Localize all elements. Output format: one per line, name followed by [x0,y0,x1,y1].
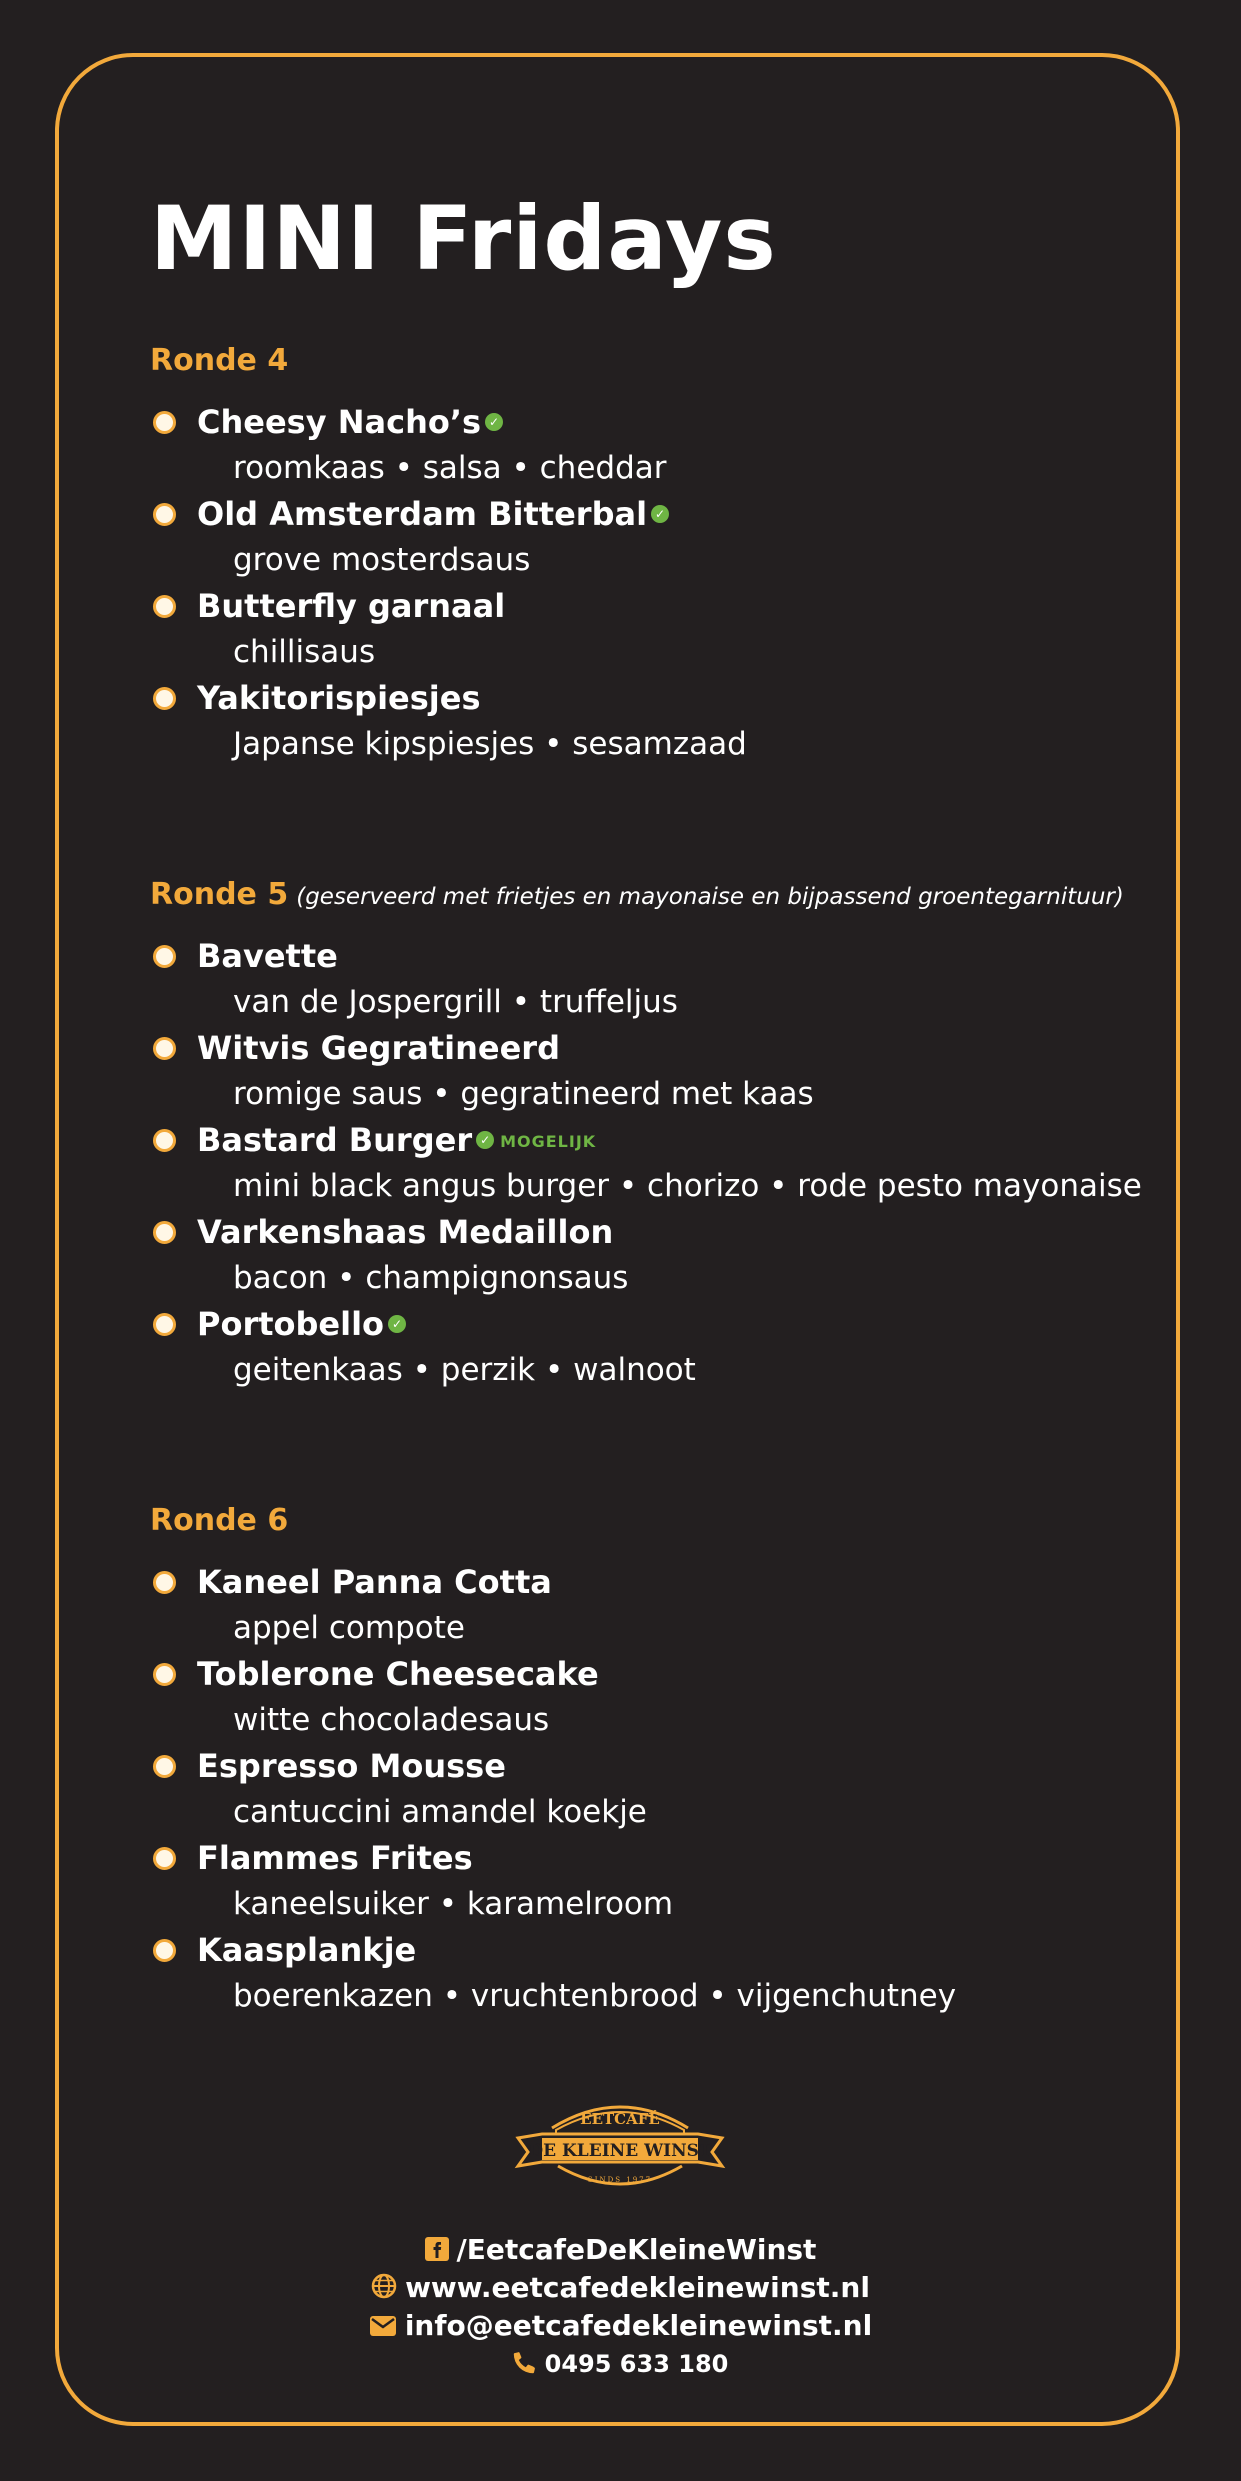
globe-icon [371,2273,397,2306]
round-heading-5 [150,877,1124,912]
dish-name: Portobello ✓ [197,1304,406,1344]
facebook-handle: /EetcafeDeKleineWinst [456,2233,817,2266]
dish-name: Witvis Gegratineerd [197,1029,560,1067]
website-url: www.eetcafedekleinewinst.nl [405,2271,870,2304]
email-address: info@eetcafedekleinewinst.nl [404,2309,873,2342]
circle-bullet-icon [153,687,176,710]
envelope-icon [369,2311,397,2344]
circle-bullet-icon [153,1037,176,1060]
dish-name: Bastard Burger ✓ MOGELIJK [197,1121,597,1159]
circle-bullet-icon [153,1129,176,1152]
round-heading-label: Ronde 6 [150,1503,289,1538]
facebook-link[interactable] [0,2233,1241,2268]
dish-description: grove mosterdsaus [233,542,531,578]
dish-name: Yakitorispiesjes [197,679,481,717]
circle-bullet-icon [153,595,176,618]
dish-description: van de Jospergrill • truffeljus [233,984,678,1020]
round-heading-label: Ronde 4 [150,343,289,378]
dish-description: Japanse kipspiesjes • sesamzaad [233,726,747,762]
logo-bottom-text: SINDS 1977 [587,2176,653,2184]
dish-description: mini black angus burger • chorizo • rode pesto mayonaise [233,1168,1142,1204]
vegetarian-leaf-icon: ✓ [388,1315,406,1333]
dish-name: Old Amsterdam Bitterbal ✓ [197,494,669,534]
circle-bullet-icon [153,503,176,526]
circle-bullet-icon [153,945,176,968]
dish-name: Butterfly garnaal [197,587,506,625]
dish-name: Espresso Mousse [197,1747,506,1785]
dish-description: bacon • champignonsaus [233,1260,629,1296]
dish-name: Kaneel Panna Cotta [197,1563,552,1601]
dish-name: Toblerone Cheesecake [197,1655,599,1693]
dish-name: Kaasplankje [197,1931,417,1969]
dish-description: appel compote [233,1610,465,1646]
circle-bullet-icon [153,1939,176,1962]
circle-bullet-icon [153,1571,176,1594]
dish-description: romige saus • gegratineerd met kaas [233,1076,814,1112]
dish-description: chillisaus [233,634,376,670]
vegetarian-leaf-icon: ✓ [485,413,503,431]
round-note: (geserveerd met frietjes en mayonaise en bijpassend groentegarnituur) [296,884,1124,910]
dish-description: boerenkazen • vruchtenbrood • vijgenchutney [233,1978,957,2014]
round-heading-4 [150,343,288,378]
eetcafe-de-kleine-winst-logo [512,2090,728,2200]
circle-bullet-icon [153,1313,176,1336]
vegetarian-leaf-icon: ✓ [651,505,669,523]
facebook-icon [425,2235,449,2268]
phone-icon [513,2350,537,2380]
website-link[interactable] [0,2271,1241,2306]
vegetarian-leaf-icon: ✓ [476,1131,494,1149]
circle-bullet-icon [153,1663,176,1686]
email-link[interactable] [0,2309,1241,2344]
dish-name: Bavette [197,937,338,975]
round-heading-6 [150,1503,288,1538]
logo-main-text: DE KLEINE WINST [528,2141,712,2161]
round-heading-label: Ronde 5 [150,877,289,912]
logo-top-text: EETCAFÉ [580,2110,660,2128]
page-title: MINI Fridays [150,187,777,290]
phone-number: 0495 633 180 [544,2350,729,2378]
dish-description: geitenkaas • perzik • walnoot [233,1352,696,1388]
dish-description: witte chocoladesaus [233,1702,550,1738]
vegetarian-possible-tag: MOGELIJK [500,1132,597,1151]
dish-description: roomkaas • salsa • cheddar [233,450,667,486]
dish-name: Varkenshaas Medaillon [197,1213,614,1251]
dish-name: Flammes Frites [197,1839,473,1877]
circle-bullet-icon [153,1755,176,1778]
circle-bullet-icon [153,1847,176,1870]
circle-bullet-icon [153,1221,176,1244]
dish-description: kaneelsuiker • karamelroom [233,1886,674,1922]
circle-bullet-icon [153,411,176,434]
dish-name: Cheesy Nacho’s ✓ [197,402,503,442]
dish-description: cantuccini amandel koekje [233,1794,647,1830]
phone-link[interactable] [0,2350,1241,2380]
